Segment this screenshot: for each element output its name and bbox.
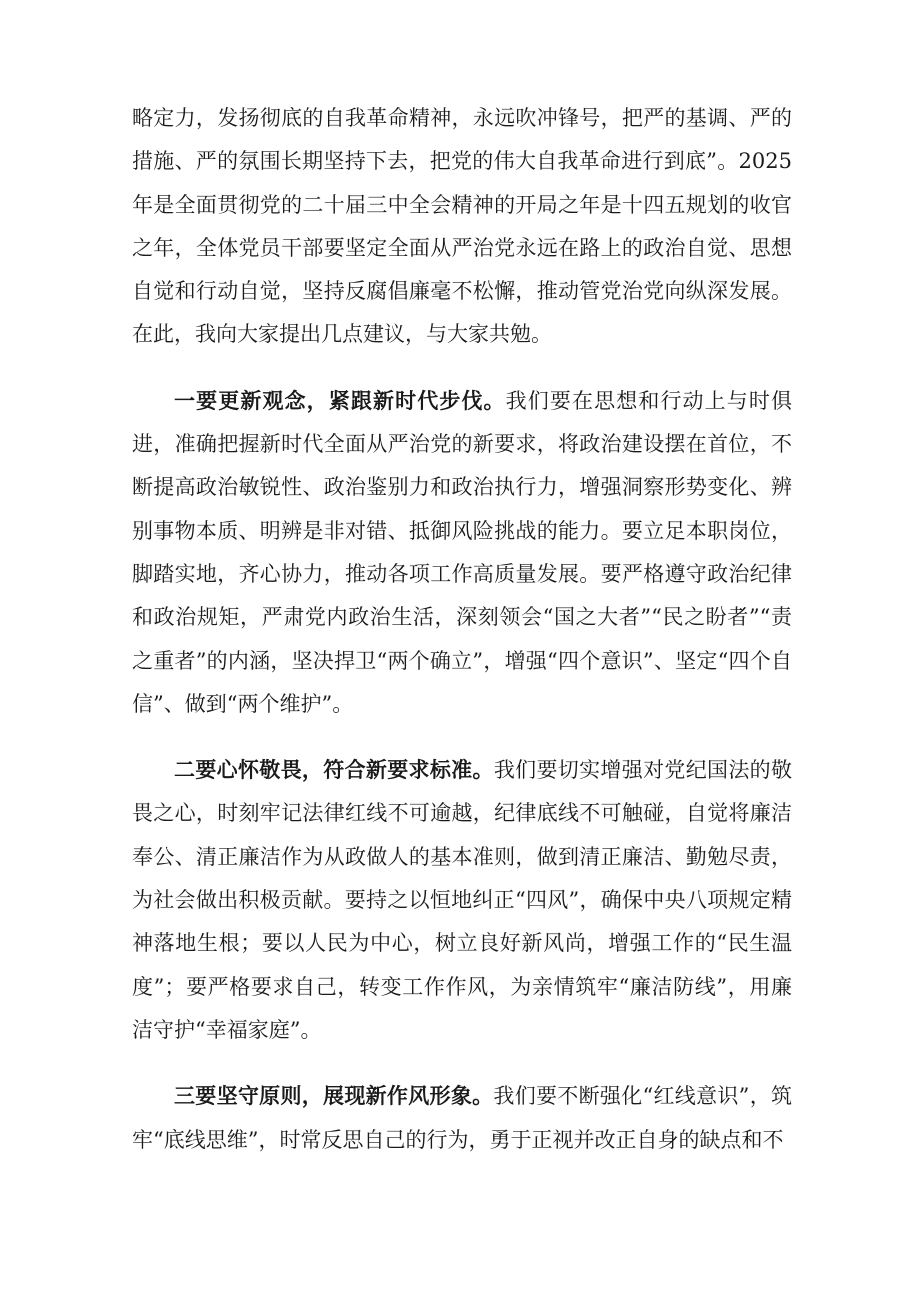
paragraph-lead: 一要更新观念，紧跟新时代步伐。 bbox=[174, 387, 506, 413]
paragraph-point-1 bbox=[132, 379, 792, 726]
paragraph-text: 略定力，发扬彻底的自我革命精神，永远吹冲锋号，把严的基调、严的措施、严的氛围长期坚持下去，把党的伟大自我革命进行到底”。2025年是全面贯彻党的二十届三中全会精神的开局之年是十四五规划的收官之年，全体党员干部要坚定全面从严治党永远在路上的政治自觉、思想自觉和行动自觉，坚持反腐倡廉毫不松懈，推动管党治党向纵深发展。在此，我向大家提出几点建议，与大家共勉。 bbox=[132, 106, 792, 347]
paragraph-point-2 bbox=[132, 748, 792, 1052]
paragraph-point-3 bbox=[132, 1074, 792, 1162]
paragraph-text: 我们要在思想和行动上与时俱进，准确把握新时代全面从严治党的新要求，将政治建设摆在首位，不断提高政治敏锐性、政治鉴别力和政治执行力，增强洞察形势变化、辨别事物本质、明辨是非对错、抵御风险挑战的能力。要立足本职岗位，脚踏实地，齐心协力，推动各项工作高质量发展。要严格遵守政治纪律和政治规矩，严肃党内政治生活，深刻领会“国之大者”“民之盼者”“责之重者”的内涵，坚决捍卫“两个确立”，增强“四个意识”、坚定“四个自信”、做到“两个维护”。 bbox=[132, 388, 793, 716]
document-body bbox=[132, 96, 792, 1184]
paragraph-text: 我们要切实增强对党纪国法的敬畏之心，时刻牢记法律红线不可逾越，纪律底线不可触碰，自觉将廉洁奉公、清正廉洁作为从政做人的基本准则，做到清正廉洁、勤勉尽责，为社会做出积极贡献。要持之以恒地纠正“四风”，确保中央八项规定精神落地生根；要以人民为中心，树立良好新风尚，增强工作的“民生温度”；要严格要求自己，转变工作作风，为亲情筑牢“廉洁防线”，用廉洁守护“幸福家庭”。 bbox=[132, 758, 793, 1042]
paragraph-text: 我们要不断强化“红线意识”，筑牢“底线思维”，时常反思自己的行为，勇于正视并改正自身的缺点和不 bbox=[132, 1084, 792, 1152]
paragraph-intro bbox=[132, 96, 792, 357]
paragraph-lead: 三要坚守原则，展现新作风形象。 bbox=[174, 1083, 494, 1109]
paragraph-lead: 二要心怀敬畏，符合新要求标准。 bbox=[174, 757, 494, 783]
